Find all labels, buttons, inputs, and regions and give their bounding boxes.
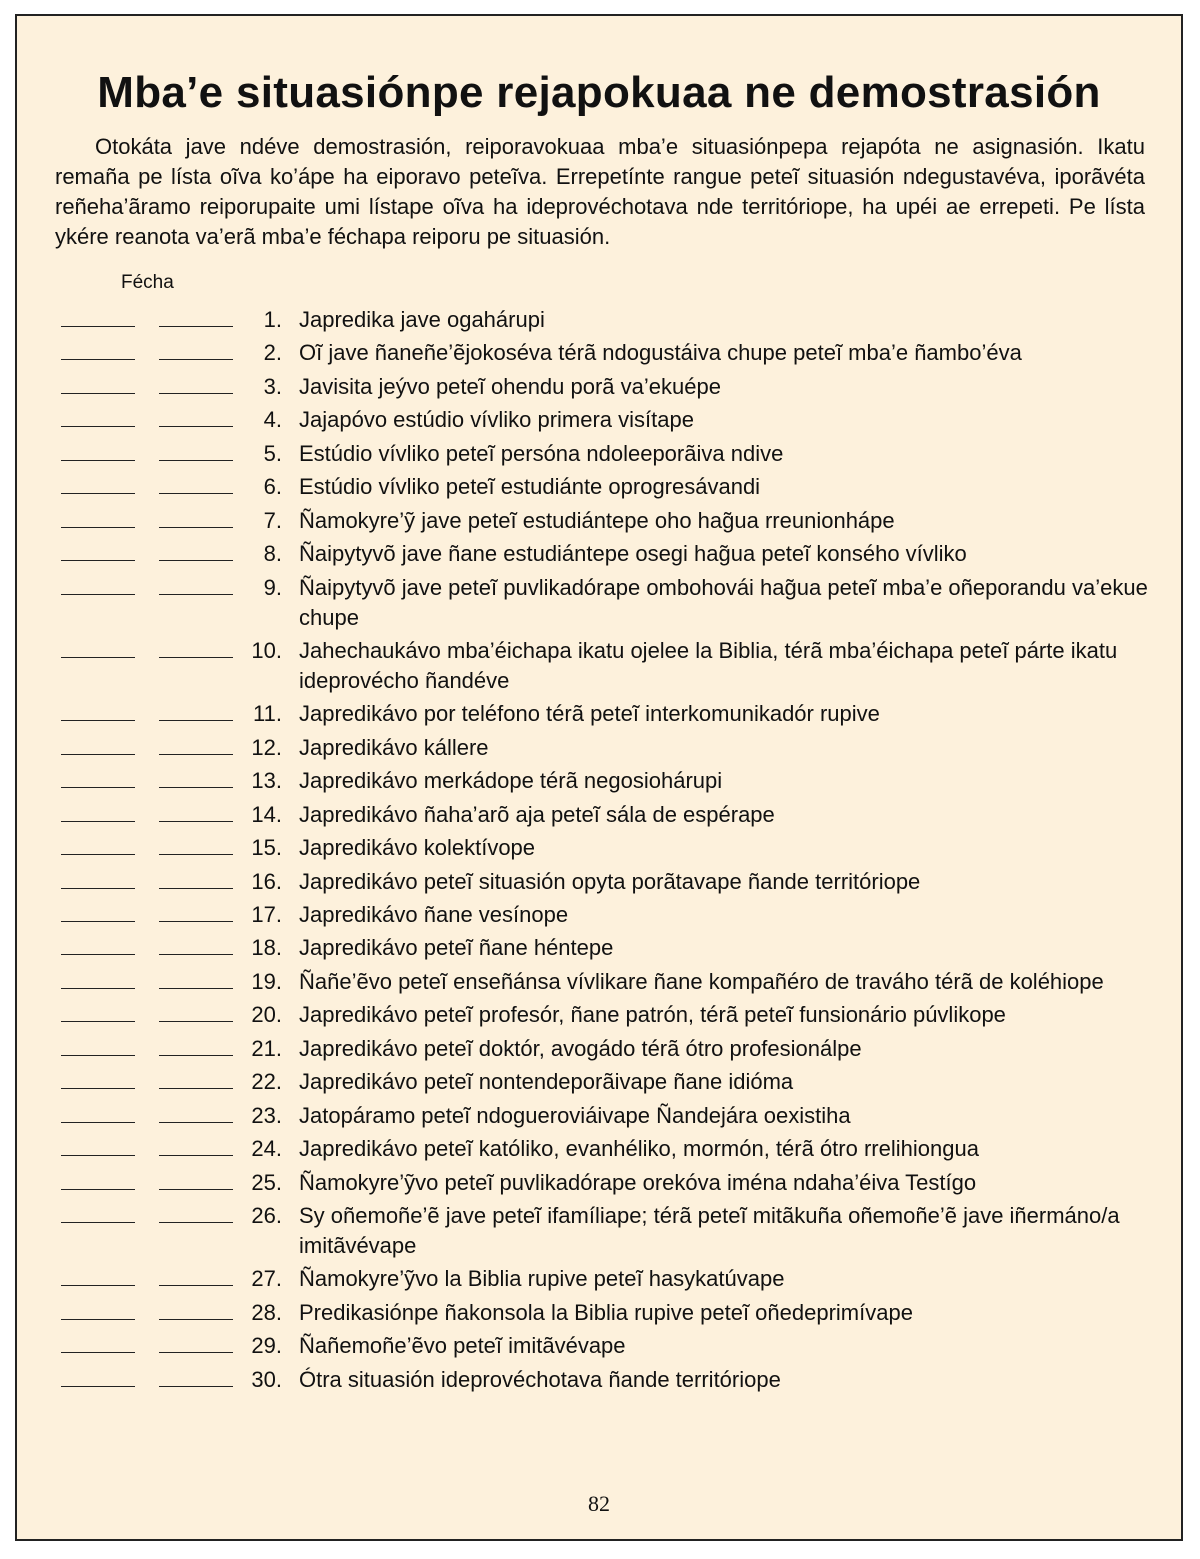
list-item <box>17 733 1185 766</box>
item-number: 9. <box>263 574 282 600</box>
list-item <box>17 1134 1185 1167</box>
item-number: 2. <box>263 340 282 366</box>
item-number: 18. <box>251 935 282 961</box>
item-number: 6. <box>263 474 282 500</box>
item-number: 8. <box>263 541 282 567</box>
list-item <box>17 967 1185 1000</box>
date-blank-1[interactable] <box>61 393 135 394</box>
list-item <box>17 833 1185 866</box>
date-blank-1[interactable] <box>61 787 135 788</box>
item-number: 1. <box>263 307 282 332</box>
date-blank-1[interactable] <box>61 1155 135 1156</box>
situation-list <box>17 305 1185 1398</box>
date-blank-1[interactable] <box>61 888 135 889</box>
date-blank-1[interactable] <box>61 821 135 822</box>
worksheet-panel <box>15 14 1183 1541</box>
item-number: 29. <box>251 1333 282 1359</box>
item-text: Japredikávo por teléfono térã peteĩ interkomunikadór rupive <box>299 701 880 727</box>
item-text: Ñamokyre’ỹ jave peteĩ estudiántepe oho hag̃ua rreunionhápe <box>299 507 895 533</box>
list-item <box>17 439 1185 472</box>
item-number: 24. <box>251 1136 282 1162</box>
item-text: Javisita jeývo peteĩ ohendu porã va’ekuépe <box>299 373 721 399</box>
item-text: Jatopáramo peteĩ ndogueroviáivape Ñandejára oexistiha <box>299 1102 851 1128</box>
item-text: Ñañe’ẽvo peteĩ enseñánsa vívlikare ñane kompañéro de traváho térã de koléhiope <box>299 968 1104 994</box>
item-number: 30. <box>251 1366 282 1392</box>
list-item <box>17 338 1185 371</box>
date-blank-1[interactable] <box>61 1222 135 1223</box>
list-item <box>17 1298 1185 1331</box>
date-blank-1[interactable] <box>61 1021 135 1022</box>
item-text: Ñamokyre’ỹvo peteĩ puvlikadórape orekóva iména ndaha’éiva Testígo <box>299 1169 977 1195</box>
date-blank-1[interactable] <box>61 657 135 658</box>
list-item <box>17 933 1185 966</box>
item-text: Estúdio vívliko peteĩ estudiánte oprogresávandi <box>299 474 761 500</box>
list-item <box>17 305 1185 338</box>
item-text: Japredikávo peteĩ ñane héntepe <box>299 935 614 961</box>
list-item <box>17 1034 1185 1067</box>
item-number: 25. <box>251 1169 282 1195</box>
list-item <box>17 867 1185 900</box>
date-blank-1[interactable] <box>61 1352 135 1353</box>
item-number: 7. <box>263 507 282 533</box>
item-number: 13. <box>251 768 282 794</box>
item-text: Japredikávo peteĩ situasión opyta porãtavape ñande territóriope <box>299 868 921 894</box>
date-blank-1[interactable] <box>61 1122 135 1123</box>
item-number: 16. <box>251 868 282 894</box>
list-item <box>17 573 1185 636</box>
date-blank-1[interactable] <box>61 720 135 721</box>
date-blank-1[interactable] <box>61 493 135 494</box>
item-number: 14. <box>251 801 282 827</box>
item-text: Japredikávo peteĩ katóliko, evanhéliko, mormón, térã ótro rrelihiongua <box>299 1136 979 1162</box>
date-blank-1[interactable] <box>61 460 135 461</box>
list-item <box>17 405 1185 438</box>
list-item <box>17 539 1185 572</box>
date-blank-1[interactable] <box>61 754 135 755</box>
date-blank-1[interactable] <box>61 988 135 989</box>
list-item <box>17 1331 1185 1364</box>
list-item <box>17 1000 1185 1033</box>
date-blank-1[interactable] <box>61 359 135 360</box>
item-text: Estúdio vívliko peteĩ persóna ndoleeporãiva ndive <box>299 440 784 466</box>
date-blank-1[interactable] <box>61 921 135 922</box>
item-number: 23. <box>251 1102 282 1128</box>
intro-paragraph: Otokáta jave ndéve demostrasión, reiporavokuaa mba’e situasiónpepa rejapóta ne asignasión. Ikatu remaña pe lísta oĩva ko’ápe ha eiporavo peteĩva. Errepetínte rangue peteĩ situasión ndegustavéva, iporãvéta reñeha’ãramo reiporupaite umi lístape oĩva ha ideprovéchotava nde territóriope, ha upéi ae errepeti. Pe lísta ykére reanota va’erã mba’e féchapa reiporu pe situasión. <box>55 134 1145 249</box>
item-number: 12. <box>251 734 282 760</box>
date-blank-1[interactable] <box>61 594 135 595</box>
item-text: Sy oñemoñe’ẽ jave peteĩ ifamíliape; térã peteĩ mitãkuña oñemoñe’ẽ jave iñermáno/a imitãvévape <box>299 1202 1120 1258</box>
item-text: Japredikávo peteĩ profesór, ñane patrón, térã peteĩ funsionário púvlikope <box>299 1002 1006 1028</box>
item-number: 5. <box>263 440 282 466</box>
item-text: Japredika jave ogahárupi <box>299 307 545 332</box>
date-blank-1[interactable] <box>61 527 135 528</box>
item-text: Jajapóvo estúdio vívliko primera visítape <box>299 407 694 433</box>
item-text: Ñañemoñe’ẽvo peteĩ imitãvévape <box>299 1333 626 1359</box>
item-text: Ñaipytyvõ jave peteĩ puvlikadórape ombohovái hag̃ua peteĩ mba’e oñeporandu va’ekue chupe <box>299 574 1148 630</box>
item-text: Ótra situasión ideprovéchotava ñande territóriope <box>299 1366 781 1392</box>
list-item <box>17 1201 1185 1264</box>
date-blank-1[interactable] <box>61 1285 135 1286</box>
date-blank-1[interactable] <box>61 854 135 855</box>
date-blank-1[interactable] <box>61 1055 135 1056</box>
item-text: Predikasiónpe ñakonsola la Biblia rupive peteĩ oñedeprimívape <box>299 1299 913 1325</box>
list-item <box>17 766 1185 799</box>
item-number: 21. <box>251 1035 282 1061</box>
item-text: Ñaipytyvõ jave ñane estudiántepe osegi hag̃ua peteĩ konsého vívliko <box>299 541 967 567</box>
item-number: 11. <box>253 701 282 727</box>
list-item <box>17 900 1185 933</box>
item-number: 4. <box>263 407 282 433</box>
page-title: Mba’e situasiónpe rejapokuaa ne demostrasión <box>97 68 1101 117</box>
item-text: Japredikávo kállere <box>299 734 489 760</box>
date-blank-1[interactable] <box>61 326 135 327</box>
item-text: Japredikávo kolektívope <box>299 835 536 861</box>
list-item <box>17 1067 1185 1100</box>
list-item <box>17 636 1185 699</box>
list-item <box>17 1365 1185 1398</box>
list-item <box>17 372 1185 405</box>
list-item <box>17 699 1185 732</box>
item-number: 3. <box>263 373 282 399</box>
item-text: Japredikávo ñane vesínope <box>299 902 569 927</box>
item-text: Japredikávo merkádope térã negosiohárupi <box>299 768 723 794</box>
item-text: Japredikávo peteĩ nontendeporãivape ñane idióma <box>299 1069 794 1095</box>
date-column-header: Fécha <box>121 272 174 293</box>
item-number: 10. <box>251 637 282 663</box>
item-text: Ñamokyre’ỹvo la Biblia rupive peteĩ hasykatúvape <box>299 1266 785 1292</box>
date-blank-1[interactable] <box>61 426 135 427</box>
item-number: 28. <box>251 1299 282 1325</box>
date-blank-1[interactable] <box>61 560 135 561</box>
item-number: 26. <box>251 1202 282 1228</box>
item-number: 17. <box>251 902 282 927</box>
list-item <box>17 506 1185 539</box>
item-text: Japredikávo peteĩ doktór, avogádo térã ótro profesionálpe <box>299 1035 862 1061</box>
item-number: 20. <box>251 1002 282 1028</box>
date-blank-1[interactable] <box>61 1319 135 1320</box>
list-item <box>17 1168 1185 1201</box>
date-blank-1[interactable] <box>61 1386 135 1387</box>
item-number: 19. <box>251 968 282 994</box>
item-number: 27. <box>251 1266 282 1292</box>
item-text: Japredikávo ñaha’arõ aja peteĩ sála de espérape <box>299 801 775 827</box>
list-item <box>17 1101 1185 1134</box>
list-item <box>17 1264 1185 1297</box>
date-blank-1[interactable] <box>61 954 135 955</box>
item-text: Jahechaukávo mba’éichapa ikatu ojelee la Biblia, térã mba’éichapa peteĩ párte ikatu ideprovécho ñandéve <box>299 637 1118 693</box>
date-blank-1[interactable] <box>61 1088 135 1089</box>
date-blank-1[interactable] <box>61 1189 135 1190</box>
list-item <box>17 472 1185 505</box>
item-number: 22. <box>251 1069 282 1095</box>
item-text: Oĩ jave ñaneñe’ẽjokoséva térã ndogustáiva chupe peteĩ mba’e ñambo’éva <box>299 340 1022 366</box>
list-item <box>17 800 1185 833</box>
item-number: 15. <box>251 835 282 861</box>
page-number: 82 <box>588 1491 610 1516</box>
